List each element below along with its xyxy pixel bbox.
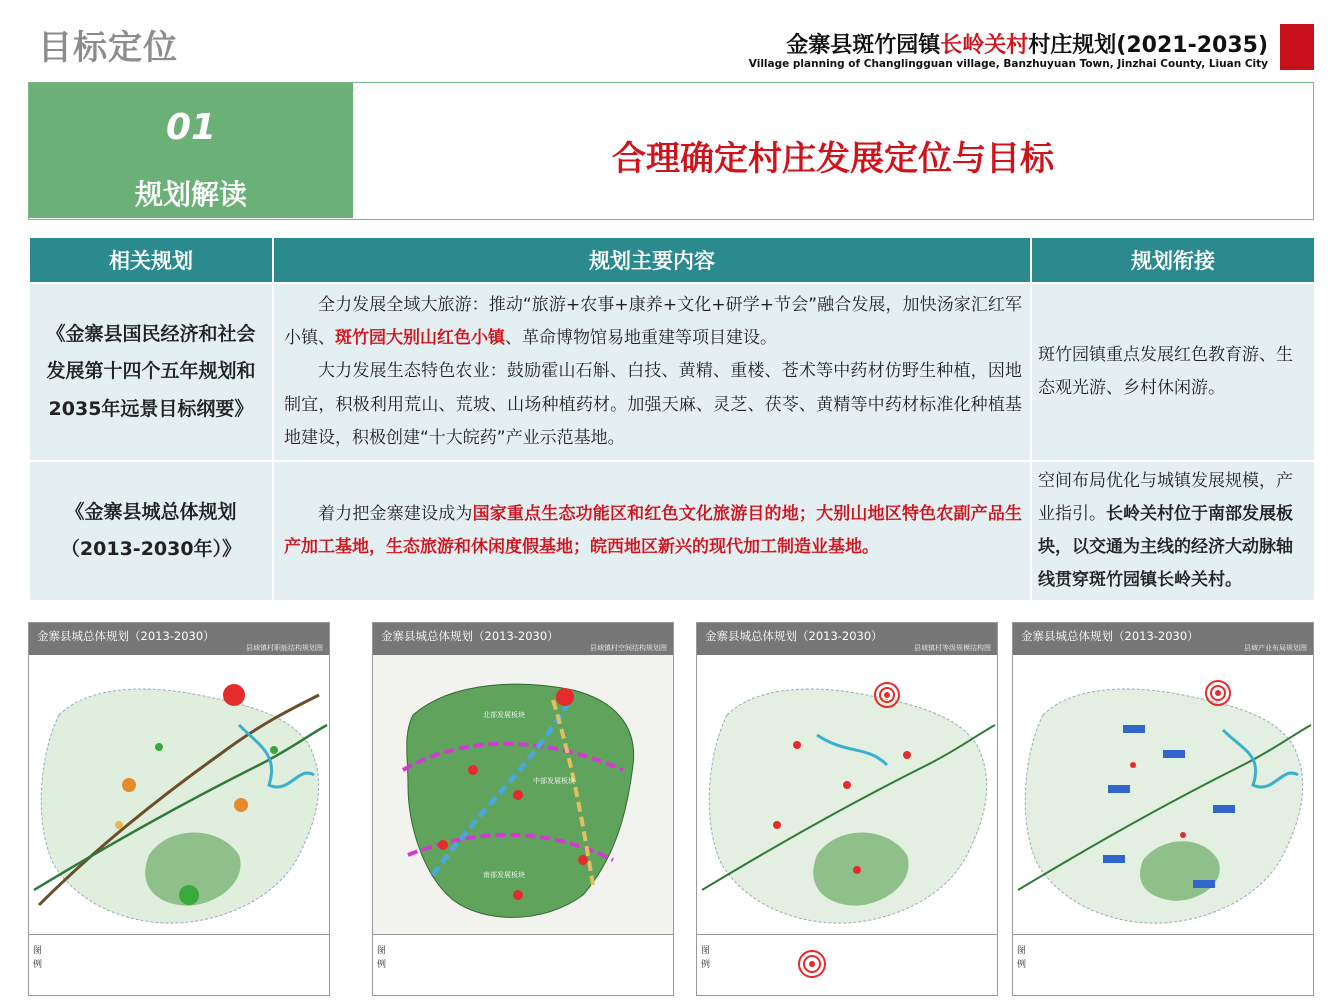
map-subtitle: 县域镇村职能结构规划图 xyxy=(246,644,323,652)
plan-name: 《金寨县城总体规划（2013-2030年）》 xyxy=(29,461,273,601)
map-image xyxy=(1013,655,1313,937)
map-legend xyxy=(697,934,997,995)
corner-accent-block xyxy=(1280,24,1314,70)
column-header: 相关规划 xyxy=(29,237,273,283)
town-marker xyxy=(853,866,861,874)
map-region-label: 中部发展板块 xyxy=(533,777,575,785)
town-marker xyxy=(773,821,781,829)
plan-name: 《金寨县国民经济和社会发展第十四个五年规划和2035年远景目标纲要》 xyxy=(29,283,273,461)
map-subtitle: 县域镇村等级规模结构图 xyxy=(914,644,991,652)
map-header xyxy=(29,623,329,655)
town-marker xyxy=(903,751,911,759)
content-paragraph: 大力发展生态特色农业：鼓励霍山石斛、白技、黄精、重楼、苍术等中药材仿野生种植，因地制宜，积极利用荒山、荒坡、山场种植药材。加强天麻、灵芝、茯苓、黄精等中药材标准化种植基地建设，积极创建“十大皖药”产业示范基地。 xyxy=(284,361,1022,448)
industry-marker xyxy=(1163,750,1185,758)
industry-marker xyxy=(1213,805,1235,813)
document-title xyxy=(786,28,1268,59)
map-title: 金寨县城总体规划（2013-2030） xyxy=(1021,629,1199,643)
section-badge xyxy=(29,83,353,218)
page-title: 目标定位 xyxy=(38,28,178,68)
map-image xyxy=(373,655,673,937)
map-image xyxy=(697,655,997,937)
plan-content xyxy=(273,283,1031,461)
town-marker xyxy=(270,746,278,754)
map-header xyxy=(373,623,673,655)
town-marker xyxy=(556,688,574,706)
table-header-row xyxy=(29,237,1315,283)
linkage-text: 空间布局优化与城镇发展规模，产业指引。 xyxy=(1038,470,1293,524)
town-marker xyxy=(793,741,801,749)
map-legend xyxy=(1013,934,1313,995)
linkage-highlight: 长岭关村位于南部发展板块，以交通为主线的经济大动脉轴线贯穿斑竹园镇长岭关村。 xyxy=(1038,503,1293,591)
map-header xyxy=(1013,623,1313,655)
section-headline: 合理确定村庄发展定位与目标 xyxy=(612,139,1054,179)
town-marker xyxy=(122,778,136,792)
map-legend xyxy=(29,934,329,995)
town-marker xyxy=(438,840,448,850)
town-marker xyxy=(513,890,523,900)
section-number: 01 xyxy=(165,107,217,148)
planning-table xyxy=(28,236,1316,602)
table-row xyxy=(29,283,1315,461)
legend-label: 图例 xyxy=(377,946,387,970)
town-marker xyxy=(223,684,245,706)
map-legend xyxy=(373,934,673,995)
plan-linkage: 斑竹园镇重点发展红色教育游、生态观光游、乡村休闲游。 xyxy=(1031,283,1315,461)
town-marker xyxy=(843,781,851,789)
map-function-structure xyxy=(28,622,330,996)
content-highlight: 斑竹园大别山红色小镇 xyxy=(335,328,505,349)
map-title: 金寨县城总体规划（2013-2030） xyxy=(37,629,215,643)
column-header: 规划主要内容 xyxy=(273,237,1031,283)
map-region-label: 南部发展板块 xyxy=(483,871,525,879)
town-marker xyxy=(1206,681,1230,705)
map-header xyxy=(697,623,997,655)
map-subtitle: 县域产业布局规划图 xyxy=(1244,644,1307,652)
table-row xyxy=(29,461,1315,601)
map-title: 金寨县城总体规划（2013-2030） xyxy=(705,629,883,643)
town-marker xyxy=(468,765,478,775)
content-text: 全力发展全域大旅游：推动“旅游+农事+康养+文化+研学+节会”融合发展，加快汤家汇红军小镇、 xyxy=(284,295,1022,349)
town-marker xyxy=(513,790,523,800)
town-marker xyxy=(155,743,163,751)
map-image xyxy=(29,655,329,937)
map-industry-layout xyxy=(1012,622,1314,996)
town-marker xyxy=(1130,762,1136,768)
map-subtitle: 县域镇村空间结构规划图 xyxy=(590,644,667,652)
column-header: 规划衔接 xyxy=(1031,237,1315,283)
industry-marker xyxy=(1103,855,1125,863)
content-paragraph xyxy=(284,498,1022,564)
doc-title-prefix: 金寨县斑竹园镇 xyxy=(786,33,941,58)
doc-title-suffix: 村庄规划(2021-2035) xyxy=(1028,33,1268,58)
map-region-label: 北部发展板块 xyxy=(483,711,525,719)
legend-label: 图例 xyxy=(701,946,711,970)
plan-linkage xyxy=(1031,461,1315,601)
map-title: 金寨县城总体规划（2013-2030） xyxy=(381,629,559,643)
legend-symbol xyxy=(792,949,832,979)
town-marker xyxy=(179,885,199,905)
industry-marker xyxy=(1193,880,1215,888)
plan-content xyxy=(273,461,1031,601)
content-highlight: 国家重点生态功能区和红色文化旅游目的地；大别山地区特色农副产品生产加工基地，生态旅游和休闲度假基地；皖西地区新兴的现代加工制造业基地。 xyxy=(284,503,1023,557)
town-marker xyxy=(115,821,123,829)
section-label: 规划解读 xyxy=(134,178,247,211)
section-banner xyxy=(28,82,1314,220)
document-subtitle: Village planning of Changlingguan village, Banzhuyuan Town, Jinzhai County, Liuan City xyxy=(748,58,1268,70)
industry-marker xyxy=(1108,785,1130,793)
content-text: 、革命博物馆易地重建等项目建设。 xyxy=(505,328,777,349)
content-paragraph xyxy=(284,289,1022,355)
town-marker xyxy=(234,798,248,812)
legend-label: 图例 xyxy=(1017,946,1027,970)
town-marker xyxy=(578,855,588,865)
content-text: 着力把金寨建设成为 xyxy=(318,503,473,524)
doc-title-village: 长岭关村 xyxy=(940,33,1029,58)
town-marker xyxy=(1180,832,1186,838)
map-spatial-structure xyxy=(372,622,674,996)
map-hierarchy-structure xyxy=(696,622,998,996)
legend-label: 图例 xyxy=(33,946,43,970)
industry-marker xyxy=(1123,725,1145,733)
